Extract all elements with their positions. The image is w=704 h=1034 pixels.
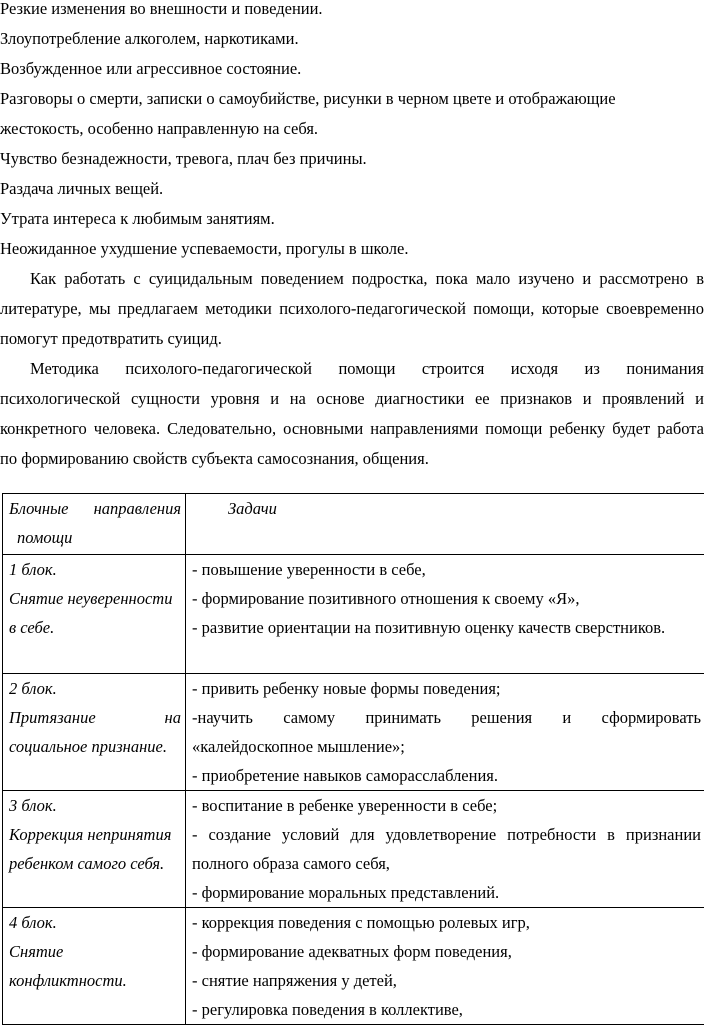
block-title: Снятие (9, 942, 64, 961)
paragraph-line: помогут предотвратить суицид. (0, 329, 222, 348)
task-item: - снятие напряжения у детей, (192, 971, 397, 990)
paragraph-line: литературе, мы предлагаем методики психолого-педагогической помощи, которые своевременно (0, 299, 704, 318)
sign-item: Возбужденное или агрессивное состояние. (0, 59, 302, 78)
task-item: -научить самому принимать решения и сформировать (192, 708, 701, 727)
table-header-row (3, 494, 704, 555)
tasks-cell (186, 791, 704, 908)
table-row (3, 908, 704, 1025)
table-row (3, 674, 704, 791)
header-tasks-label: Задачи (228, 499, 277, 518)
task-item: - коррекция поведения с помощью ролевых игр, (192, 913, 530, 932)
task-item: - регулировка поведения в коллективе, (192, 1000, 463, 1019)
sign-item: Утрата интереса к любимым занятиям. (0, 209, 275, 228)
block-title: Притязание на (9, 708, 181, 727)
task-item: - привить ребенку новые формы поведения; (192, 679, 501, 698)
task-item-continuation: «калейдоскопное мышление»; (192, 737, 405, 756)
paragraph-line: конкретного человека. Следовательно, основными направлениями помощи ребенку будет работа (0, 419, 704, 438)
block-cell (3, 555, 186, 674)
table-row (3, 791, 704, 908)
block-cell (3, 674, 186, 791)
paragraph-line: по формированию свойств субъекта самосознания, общения. (0, 449, 429, 468)
task-item: - формирование моральных представлений. (192, 883, 500, 902)
header-directions-line: помощи (17, 528, 73, 547)
header-cell-directions (3, 494, 186, 555)
task-item: - повышение уверенности в себе, (192, 560, 426, 579)
task-item-continuation: полного образа самого себя, (192, 854, 390, 873)
block-number: 4 блок. (9, 913, 57, 932)
block-title: конфликтности. (9, 971, 127, 990)
block-number: 2 блок. (9, 679, 57, 698)
block-title: Коррекция непринятия (9, 825, 172, 844)
sign-item: Злоупотребление алкоголем, наркотиками. (0, 29, 299, 48)
tasks-cell (186, 908, 704, 1025)
sign-item: Чувство безнадежности, тревога, плач без причины. (0, 149, 367, 168)
paragraph-line: Как работать с суицидальным поведением подростка, пока мало изучено и рассмотрено в (30, 269, 704, 288)
sign-item: Раздача личных вещей. (0, 179, 164, 198)
tasks-cell (186, 555, 704, 674)
block-title: ребенком самого себя. (9, 854, 165, 873)
block-title: социальное признание. (9, 737, 168, 756)
sign-item: Резкие изменения во внешности и поведении. (0, 0, 323, 18)
sign-item: Неожиданное ухудшение успеваемости, прогулы в школе. (0, 239, 409, 258)
table-row (3, 555, 704, 674)
block-number: 3 блок. (9, 796, 57, 815)
task-item: - приобретение навыков саморасслабления. (192, 766, 498, 785)
sign-item: Разговоры о смерти, записки о самоубийстве, рисунки в черном цвете и отображающие (0, 89, 616, 108)
paragraph-line: психологической сущности уровня и на основе диагностики ее признаков и проявлений и (0, 389, 704, 408)
block-cell (3, 791, 186, 908)
sign-item-continuation: жестокость, особенно направленную на себя. (0, 119, 319, 138)
block-cell (3, 908, 186, 1025)
task-item: - воспитание в ребенке уверенности в себе; (192, 796, 498, 815)
tasks-cell (186, 674, 704, 791)
block-title: Снятие неуверенности (9, 589, 173, 608)
task-item: - развитие ориентации на позитивную оценку качеств сверстников. (192, 618, 666, 637)
task-item: - формирование адекватных форм поведения, (192, 942, 512, 961)
block-title: в себе. (9, 618, 55, 637)
header-directions-line: Блочные направления (9, 499, 181, 518)
paragraph-line: Методика психолого-педагогической помощи строится исходя из понимания (30, 359, 704, 378)
header-cell-tasks (186, 494, 704, 555)
task-item: - создание условий для удовлетворение потребности в признании (192, 825, 701, 844)
help-blocks-table (2, 493, 704, 1025)
task-item: - формирование позитивного отношения к своему «Я», (192, 589, 580, 608)
block-number: 1 блок. (9, 560, 57, 579)
